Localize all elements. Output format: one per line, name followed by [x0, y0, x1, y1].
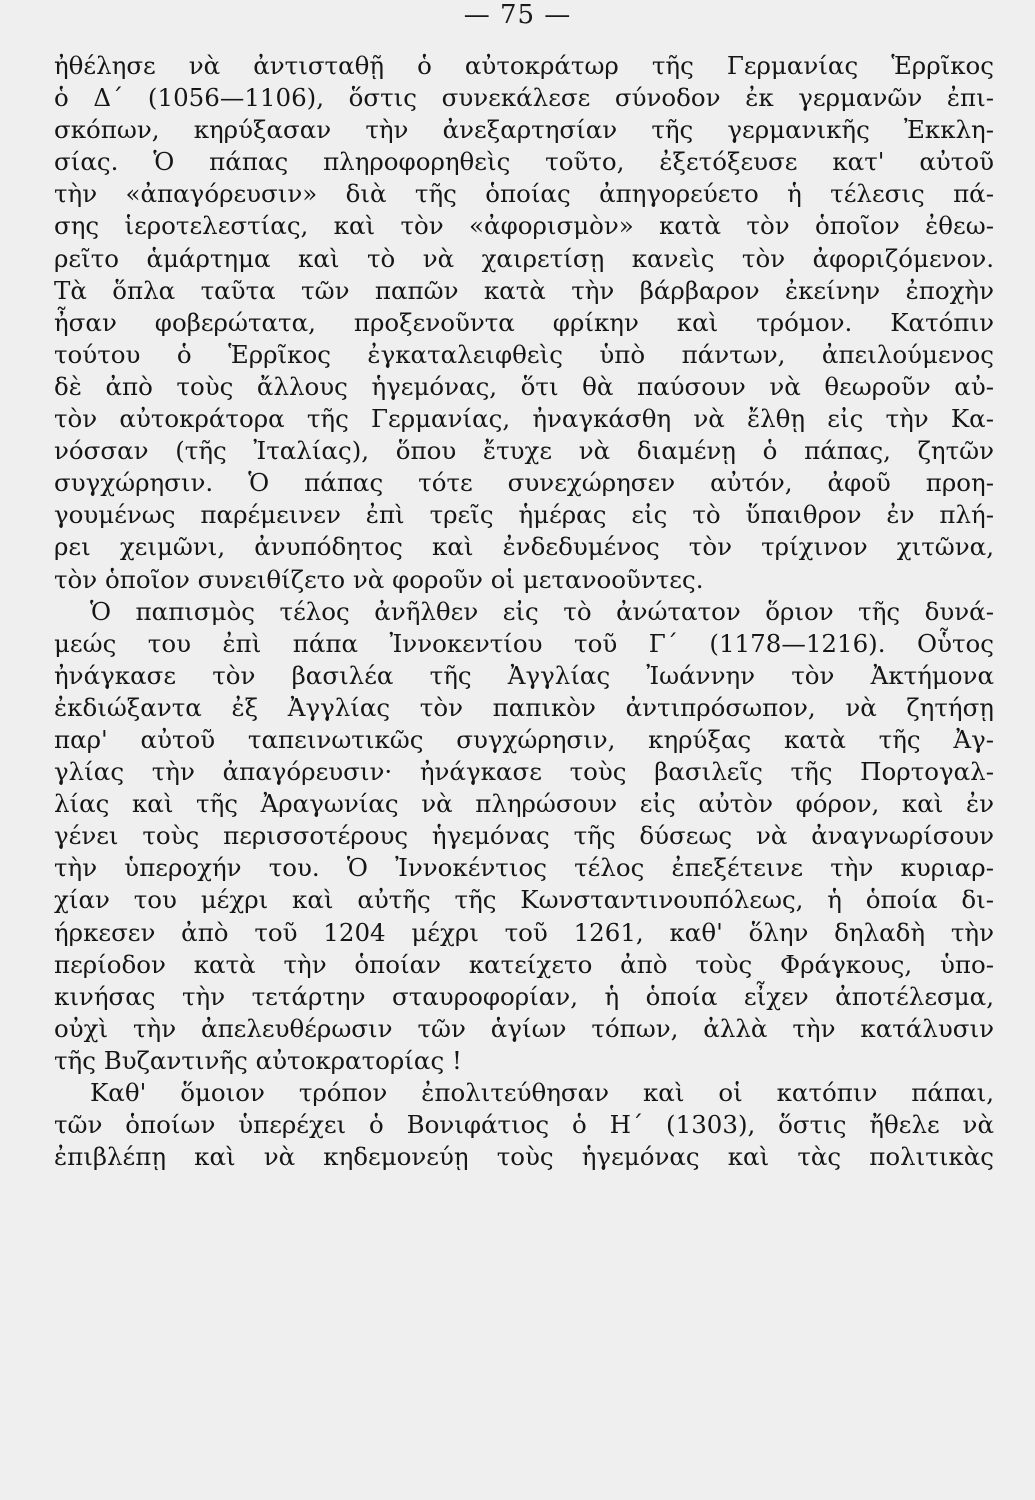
page-number: — 75 —	[463, 0, 572, 30]
text-line: ἐκδιώξαντα ἐξ Ἀγγλίας τὸν παπικὸν ἀντιπρόσωπον, νὰ ζητήσῃ	[54, 692, 994, 722]
text-line: δὲ ἀπὸ τοὺς ἄλλους ἡγεμόνας, ὅτι θὰ παύσουν νὰ θεωροῦν αὐ-	[54, 371, 994, 401]
paragraph-1	[54, 50, 994, 596]
text-line: ἐπιβλέπῃ καὶ νὰ κηδεμονεύῃ τοὺς ἡγεμόνας καὶ τὰς πολιτικὰς	[54, 1142, 994, 1172]
body-text	[54, 50, 994, 1173]
text-line: τὸν ὁποῖον συνειθίζετο νὰ φοροῦν οἱ μετανοοῦντες.	[54, 564, 704, 594]
text-line: τὴν «ἀπαγόρευσιν» διὰ τῆς ὁποίας ἀπηγορεύετο ἡ τέλεσις πά-	[54, 179, 994, 209]
text-line: Τὰ ὅπλα ταῦτα τῶν παπῶν κατὰ τὴν βάρβαρον ἐκείνην ἐποχὴν	[54, 275, 994, 305]
text-line: γλίας τὴν ἀπαγόρευσιν· ἠνάγκασε τοὺς βασιλεῖς τῆς Πορτογαλ-	[54, 757, 994, 787]
text-line: παρ' αὐτοῦ ταπεινωτικῶς συγχώρησιν, κηρύξας κατὰ τῆς Ἀγ-	[54, 724, 994, 754]
text-line: σης ἱεροτελεστίας, καὶ τὸν «ἀφορισμὸν» κατὰ τὸν ὁποῖον ἐθεω-	[54, 211, 994, 241]
text-line: μεώς του ἐπὶ πάπα Ἰννοκεντίου τοῦ Γ΄ (1178—1216). Οὗτος	[54, 628, 994, 658]
text-line: Καθ' ὅμοιον τρόπον ἐπολιτεύθησαν καὶ οἱ κατόπιν πάπαι,	[90, 1078, 994, 1107]
paragraph-2	[54, 596, 994, 1077]
text-line: τῶν ὁποίων ὑπερέχει ὁ Βονιφάτιος ὁ Η΄ (1303), ὅστις ἤθελε νὰ	[54, 1110, 994, 1140]
text-line: σίας. Ὁ πάπας πληροφορηθεὶς τοῦτο, ἐξετόξευσε κατ' αὐτοῦ	[54, 147, 994, 177]
text-line: ρεῖτο ἁμάρτημα καὶ τὸ νὰ χαιρετίσῃ κανεὶς τὸν ἀφοριζόμενον.	[54, 243, 994, 273]
text-line: τούτου ὁ Ἑρρῖκος ἐγκαταλειφθεὶς ὑπὸ πάντων, ἀπειλούμενος	[54, 339, 994, 369]
text-line: συγχώρησιν. Ὁ πάπας τότε συνεχώρησεν αὐτόν, ἀφοῦ προη-	[54, 468, 994, 498]
paragraph-3	[54, 1077, 994, 1173]
text-line: κινήσας τὴν τετάρτην σταυροφορίαν, ἡ ὁποία εἶχεν ἀποτέλεσμα,	[54, 981, 994, 1011]
text-line: οὐχὶ τὴν ἀπελευθέρωσιν τῶν ἁγίων τόπων, ἀλλὰ τὴν κατάλυσιν	[54, 1013, 994, 1043]
text-line: χίαν του μέχρι καὶ αὐτῆς τῆς Κωνσταντινουπόλεως, ἡ ὁποία δι-	[54, 885, 994, 915]
text-line: ἦσαν φοβερώτατα, προξενοῦντα φρίκην καὶ τρόμον. Κατόπιν	[54, 307, 994, 337]
text-line: ήρκεσεν ἀπὸ τοῦ 1204 μέχρι τοῦ 1261, καθ' ὅλην δηλαδὴ τὴν	[54, 917, 994, 947]
text-line: νόσσαν (τῆς Ἰταλίας), ὅπου ἔτυχε νὰ διαμένῃ ὁ πάπας, ζητῶν	[54, 436, 994, 466]
text-line: ἠθέλησε νὰ ἀντισταθῇ ὁ αὐτοκράτωρ τῆς Γερμανίας Ἑρρῖκος	[54, 51, 994, 80]
text-line: ἠνάγκασε τὸν βασιλέα τῆς Ἀγγλίας Ἰωάννην τὸν Ἀκτήμονα	[54, 660, 994, 690]
text-line: Ὁ παπισμὸς τέλος ἀνῆλθεν εἰς τὸ ἀνώτατον ὅριον τῆς δυνά-	[90, 596, 994, 626]
text-line: τὴν ὑπεροχήν του. Ὁ Ἰννοκέντιος τέλος ἐπεξέτεινε τὴν κυριαρ-	[54, 853, 994, 883]
text-line: ρει χειμῶνι, ἀνυπόδητος καὶ ἐνδεδυμένος τὸν τρίχινον χιτῶνα,	[54, 532, 994, 562]
text-line: γουμένως παρέμεινεν ἐπὶ τρεῖς ἡμέρας εἰς τὸ ὕπαιθρον ἐν πλή-	[54, 500, 994, 530]
text-line: γένει τοὺς περισσοτέρους ἡγεμόνας τῆς δύσεως νὰ ἀναγνωρίσουν	[54, 821, 994, 851]
text-line: λίας καὶ τῆς Ἀραγωνίας νὰ πληρώσουν εἰς αὐτὸν φόρον, καὶ ἐν	[54, 789, 994, 819]
text-line: τῆς Βυζαντινῆς αὐτοκρατορίας !	[54, 1045, 462, 1075]
text-line: τὸν αὐτοκράτορα τῆς Γερμανίας, ἠναγκάσθη νὰ ἔλθῃ εἰς τὴν Κα-	[54, 404, 994, 434]
text-line: σκόπων, κηρύξασαν τὴν ἀνεξαρτησίαν τῆς γερμανικῆς Ἐκκλη-	[54, 115, 994, 145]
text-line: περίοδον κατὰ τὴν ὁποίαν κατείχετο ἀπὸ τοὺς Φράγκους, ὑπο-	[54, 949, 994, 979]
text-line: ὁ Δ΄ (1056—1106), ὅστις συνεκάλεσε σύνοδον ἐκ γερμανῶν ἐπι-	[54, 83, 994, 113]
